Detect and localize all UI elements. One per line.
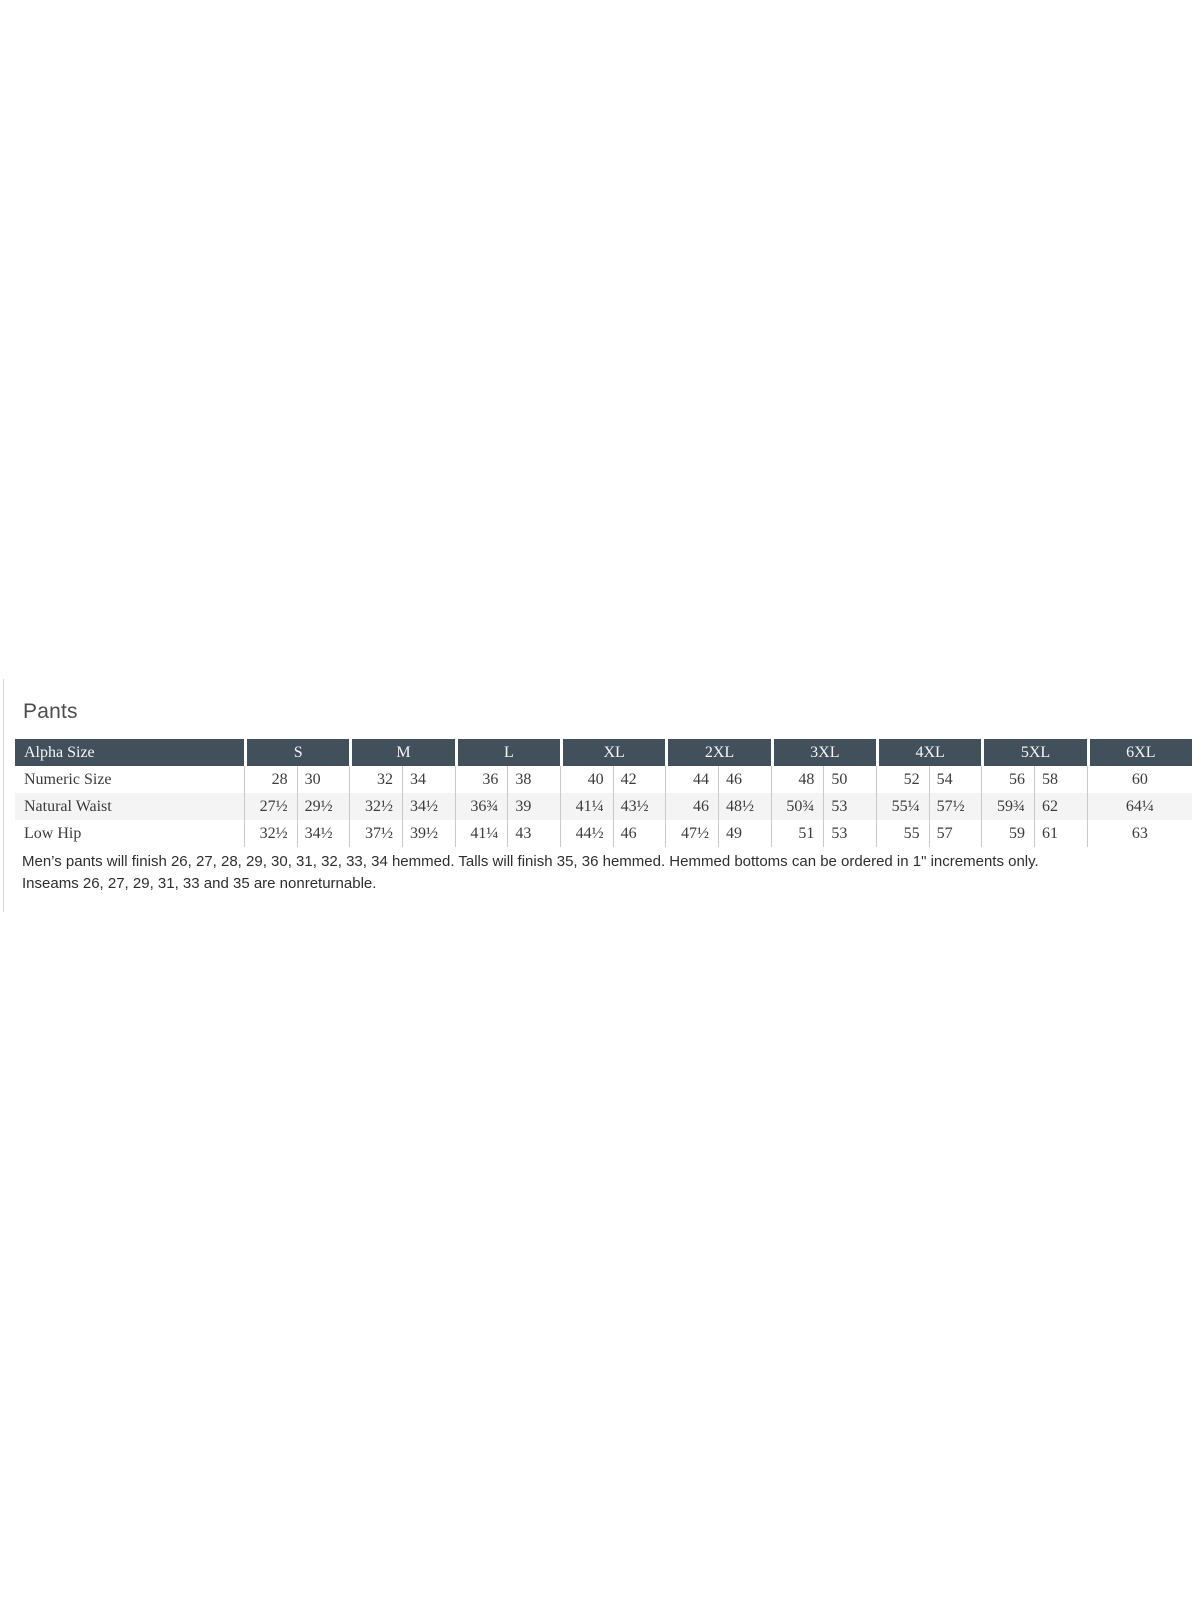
header-size-4xl: 4XL [876, 739, 981, 766]
cell-natural-waist-s-1: 27½ [244, 793, 297, 820]
cell-low-hip-3xl-1: 51 [771, 820, 824, 847]
cell-natural-waist-s-2: 29½ [297, 793, 350, 820]
cell-low-hip-2xl-1: 47½ [665, 820, 718, 847]
cell-low-hip-4xl-2: 57 [929, 820, 982, 847]
cell-low-hip-xl-2: 46 [613, 820, 666, 847]
footnote-line-2: Inseams 26, 27, 29, 31, 33 and 35 are nonreturnable. [22, 874, 377, 892]
cell-numeric-size-5xl-1: 56 [981, 766, 1034, 793]
cell-low-hip-xl-1: 44½ [560, 820, 613, 847]
row-label-numeric-size: Numeric Size [24, 771, 112, 788]
cell-numeric-size-m-1: 32 [349, 766, 402, 793]
cell-natural-waist-4xl-1: 55¼ [876, 793, 929, 820]
cell-numeric-size-4xl-1: 52 [876, 766, 929, 793]
cell-numeric-size-2xl-1: 44 [665, 766, 718, 793]
cell-natural-waist-xl-2: 43½ [613, 793, 666, 820]
cell-natural-waist-3xl-1: 50¾ [771, 793, 824, 820]
cell-numeric-size-2xl-2: 46 [718, 766, 771, 793]
cell-low-hip-5xl-1: 59 [981, 820, 1034, 847]
row-label-low-hip: Low Hip [24, 825, 82, 842]
cell-numeric-size-3xl-2: 50 [823, 766, 876, 793]
header-size-2xl: 2XL [665, 739, 770, 766]
cell-natural-waist-l-1: 36¾ [455, 793, 508, 820]
cell-numeric-size-s-1: 28 [244, 766, 297, 793]
header-alpha-size: Alpha Size [15, 739, 244, 766]
cell-numeric-size-m-2: 34 [402, 766, 455, 793]
header-size-6xl: 6XL [1087, 739, 1192, 766]
cell-low-hip-s-1: 32½ [244, 820, 297, 847]
cell-natural-waist-4xl-2: 57½ [929, 793, 982, 820]
size-chart-notes [22, 851, 1039, 894]
cell-natural-waist-2xl-2: 48½ [718, 793, 771, 820]
cell-natural-waist-2xl-1: 46 [665, 793, 718, 820]
cell-natural-waist-m-1: 32½ [349, 793, 402, 820]
cell-low-hip-m-1: 37½ [349, 820, 402, 847]
cell-low-hip-l-1: 41¼ [455, 820, 508, 847]
header-size-l: L [455, 739, 560, 766]
cell-low-hip-6xl: 63 [1087, 820, 1192, 847]
cell-natural-waist-5xl-2: 62 [1034, 793, 1087, 820]
section-title: Pants [23, 700, 78, 723]
cell-numeric-size-l-2: 38 [507, 766, 560, 793]
page-left-border [3, 679, 4, 912]
cell-low-hip-5xl-2: 61 [1034, 820, 1087, 847]
cell-low-hip-3xl-2: 53 [823, 820, 876, 847]
cell-numeric-size-xl-2: 42 [613, 766, 666, 793]
cell-numeric-size-3xl-1: 48 [771, 766, 824, 793]
cell-natural-waist-6xl: 64¼ [1087, 793, 1192, 820]
cell-numeric-size-l-1: 36 [455, 766, 508, 793]
cell-numeric-size-4xl-2: 54 [929, 766, 982, 793]
size-chart-table [15, 739, 1192, 847]
cell-numeric-size-s-2: 30 [297, 766, 350, 793]
cell-low-hip-2xl-2: 49 [718, 820, 771, 847]
cell-natural-waist-xl-1: 41¼ [560, 793, 613, 820]
cell-natural-waist-m-2: 34½ [402, 793, 455, 820]
footnote-line-1: Men’s pants will finish 26, 27, 28, 29, 30, 31, 32, 33, 34 hemmed. Talls will finish 35, 36 hemmed. Hemmed bottoms can be ordered in 1" increments only. [22, 853, 1039, 870]
row-label-natural-waist: Natural Waist [15, 793, 244, 820]
cell-low-hip-l-2: 43 [507, 820, 560, 847]
header-size-s: S [244, 739, 349, 766]
cell-natural-waist-5xl-1: 59¾ [981, 793, 1034, 820]
header-size-xl: XL [560, 739, 665, 766]
cell-numeric-size-6xl: 60 [1087, 766, 1192, 793]
cell-natural-waist-l-2: 39 [507, 793, 560, 820]
cell-low-hip-s-2: 34½ [297, 820, 350, 847]
cell-numeric-size-5xl-2: 58 [1034, 766, 1087, 793]
header-size-3xl: 3XL [771, 739, 876, 766]
header-size-m: M [349, 739, 454, 766]
cell-low-hip-4xl-1: 55 [876, 820, 929, 847]
header-size-5xl: 5XL [981, 739, 1086, 766]
cell-numeric-size-xl-1: 40 [560, 766, 613, 793]
cell-natural-waist-3xl-2: 53 [823, 793, 876, 820]
cell-low-hip-m-2: 39½ [402, 820, 455, 847]
